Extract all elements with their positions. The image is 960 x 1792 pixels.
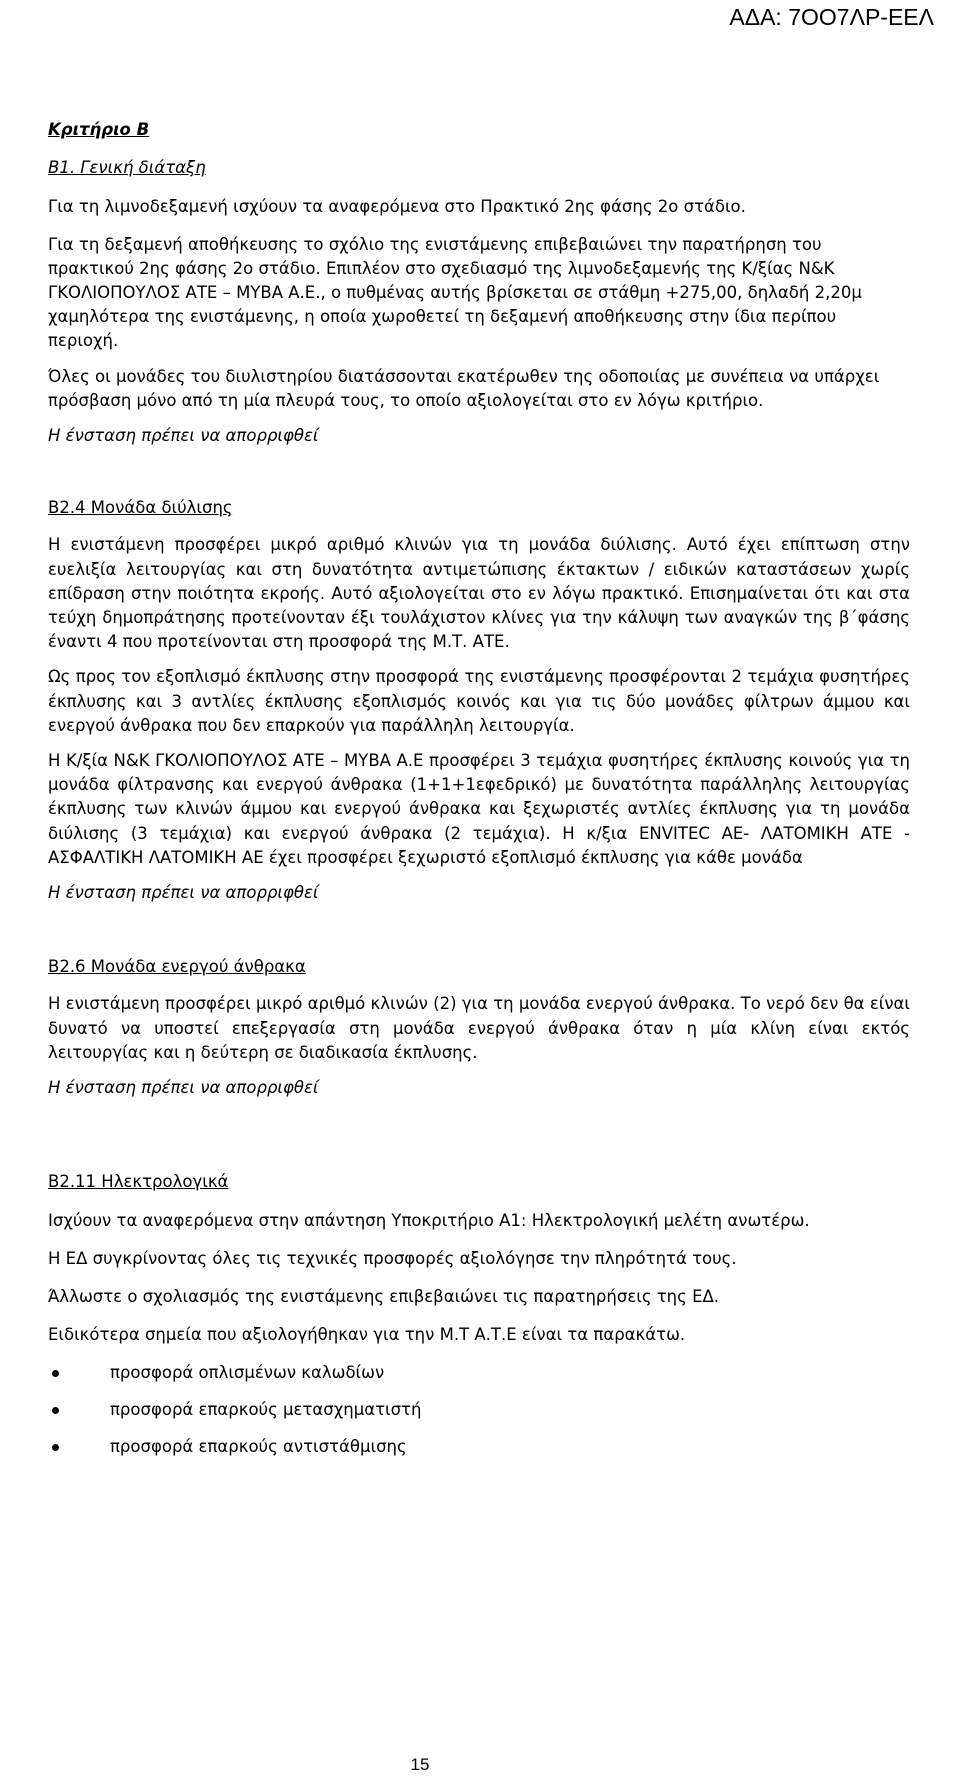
list-item: προσφορά οπλισμένων καλωδίων	[48, 1361, 910, 1385]
paragraph: Ως προς τον εξοπλισμό έκπλυσης στην προσφορά της ενιστάμενης προσφέρονται 2 τεμάχια φυσητήρες έκπλυσης και 3 αντλίες έκπλυσης εξοπλισμός κοινός και για τις δύο μονάδες φίλτρων άμμου και ενεργού άνθρακα που δεν επαρκούν για παράλληλη λειτουργία.	[48, 667, 910, 735]
criterion-title: Κριτήριο Β	[48, 120, 150, 139]
section-heading-b1: Β1. Γενική διάταξη	[48, 158, 206, 178]
list-item: προσφορά επαρκούς μετασχηματιστή	[48, 1398, 910, 1422]
verdict-text: Η ένσταση πρέπει να απορριφθεί	[48, 426, 319, 446]
paragraph: Όλες οι μονάδες του διυλιστηρίου διατάσσονται εκατέρωθεν της οδοποιίας με συνέπεια να υπάρχει πρόσβαση μόνο από τη μία πλευρά τους, το οποίο αξιολογείται στο εν λόγω κριτήριο.	[48, 366, 880, 410]
verdict-text: Η ένσταση πρέπει να απορριφθεί	[48, 1078, 319, 1098]
paragraph: Η ενιστάμενη προσφέρει μικρό αριθμό κλινών για τη μονάδα διύλισης. Αυτό έχει επίπτωση στην ευελιξία λειτουργίας και στη δυνατότητα αντιμετώπισης έκτακτων / ειδικών καταστάσεων χωρίς επίδραση στην ποιότητα εκροής. Αυτό αξιολογείται στο εν λόγω πρακτικό. Επισημαίνεται ότι και στα τεύχη δημοπράτησης προτείνονταν έξι τουλάχιστον κλίνες για την κάλυψη των αναγκών της β΄φάσης έναντι 4 που προτείνονται στη προσφορά της Μ.Τ. ΑΤΕ.	[48, 535, 910, 652]
paragraph: Άλλωστε ο σχολιασμός της ενιστάμενης επιβεβαιώνει τις παρατηρήσεις της ΕΔ.	[48, 1286, 720, 1306]
section-heading-b2-6: Β2.6 Μονάδα ενεργού άνθρακα	[48, 957, 306, 977]
paragraph: Η ενιστάμενη προσφέρει μικρό αριθμό κλινών (2) για τη μονάδα ενεργού άνθρακα. Το νερό δεν θα είναι δυνατό να υποστεί επεξεργασία στη μονάδα ενεργού άνθρακα όταν η μία κλίνη είναι εκτός λειτουργίας και η δεύτερη σε διαδικασία έκπλυσης.	[48, 994, 910, 1062]
page-number: 15	[410, 1755, 430, 1774]
paragraph: Η ΕΔ συγκρίνοντας όλες τις τεχνικές προσφορές αξιολόγησε την πληρότητά τους.	[48, 1248, 737, 1268]
list-item: προσφορά επαρκούς αντιστάθμισης	[48, 1435, 910, 1459]
section-heading-b2-11: Β2.11 Ηλεκτρολογικά	[48, 1172, 229, 1192]
page-content	[48, 118, 910, 1472]
bullet-icon	[52, 1370, 59, 1377]
section-heading-b2-4: Β2.4 Μονάδα διύλισης	[48, 498, 233, 518]
paragraph: Ειδικότερα σημεία που αξιολογήθηκαν για την Μ.Τ Α.Τ.Ε είναι τα παρακάτω.	[48, 1325, 686, 1345]
paragraph: Για τη δεξαμενή αποθήκευσης το σχόλιο της ενιστάμενης επιβεβαιώνει την παρατήρηση του πρακτικού 2ης φάσης 2ο στάδιο. Επιπλέον στο σχεδιασμό της λιμνοδεξαμενής της Κ/ξίας Ν&Κ ΓΚΟΛΙΟΠΟΥΛΟΣ ΑΤΕ – ΜΥΒΑ Α.Ε., ο πυθμένας αυτής βρίσκεται σε στάθμη +275,00, δηλαδή 2,20μ χαμηλότερα της ενιστάμενης, η οποία χωροθετεί τη δεξαμενή αποθήκευσης στην ίδια περίπου περιοχή.	[48, 234, 862, 351]
bullet-icon	[52, 1444, 59, 1451]
document-id: ΑΔΑ: 7ΟΟ7ΛΡ-ΕΕΛ	[729, 4, 934, 30]
paragraph: Η Κ/ξία Ν&Κ ΓΚΟΛΙΟΠΟΥΛΟΣ ΑΤΕ – ΜΥΒΑ Α.Ε προσφέρει 3 τεμάχια φυσητήρες έκπλυσης κοινούς για τη μονάδα φίλτρανσης και ενεργού άνθρακα (1+1+1εφεδρικό) με δυνατότητα παράλληλης λειτουργίας έκπλυσης των κλινών άμμου και ενεργού άνθρακα και ξεχωριστές αντλίες έκπλυσης για τη μονάδα διύλισης (3 τεμάχια) και ενεργού άνθρακα (2 τεμάχια). Η κ/ξια ENVITEC ΑΕ- ΛΑΤΟΜΙΚΗ ΑΤΕ - ΑΣΦΑΛΤΙΚΗ ΛΑΤΟΜΙΚΗ ΑΕ έχει προσφέρει ξεχωριστό εξοπλισμό έκπλυσης για κάθε μονάδα	[48, 751, 910, 867]
paragraph: Ισχύουν τα αναφερόμενα στην απάντηση Υποκριτήριο Α1: Ηλεκτρολογική μελέτη ανωτέρω.	[48, 1210, 810, 1230]
bullet-icon	[52, 1407, 59, 1414]
bullet-list	[48, 1361, 910, 1459]
verdict-text: Η ένσταση πρέπει να απορριφθεί	[48, 883, 319, 903]
paragraph: Για τη λιμνοδεξαμενή ισχύουν τα αναφερόμενα στο Πρακτικό 2ης φάσης 2ο στάδιο.	[48, 197, 746, 217]
